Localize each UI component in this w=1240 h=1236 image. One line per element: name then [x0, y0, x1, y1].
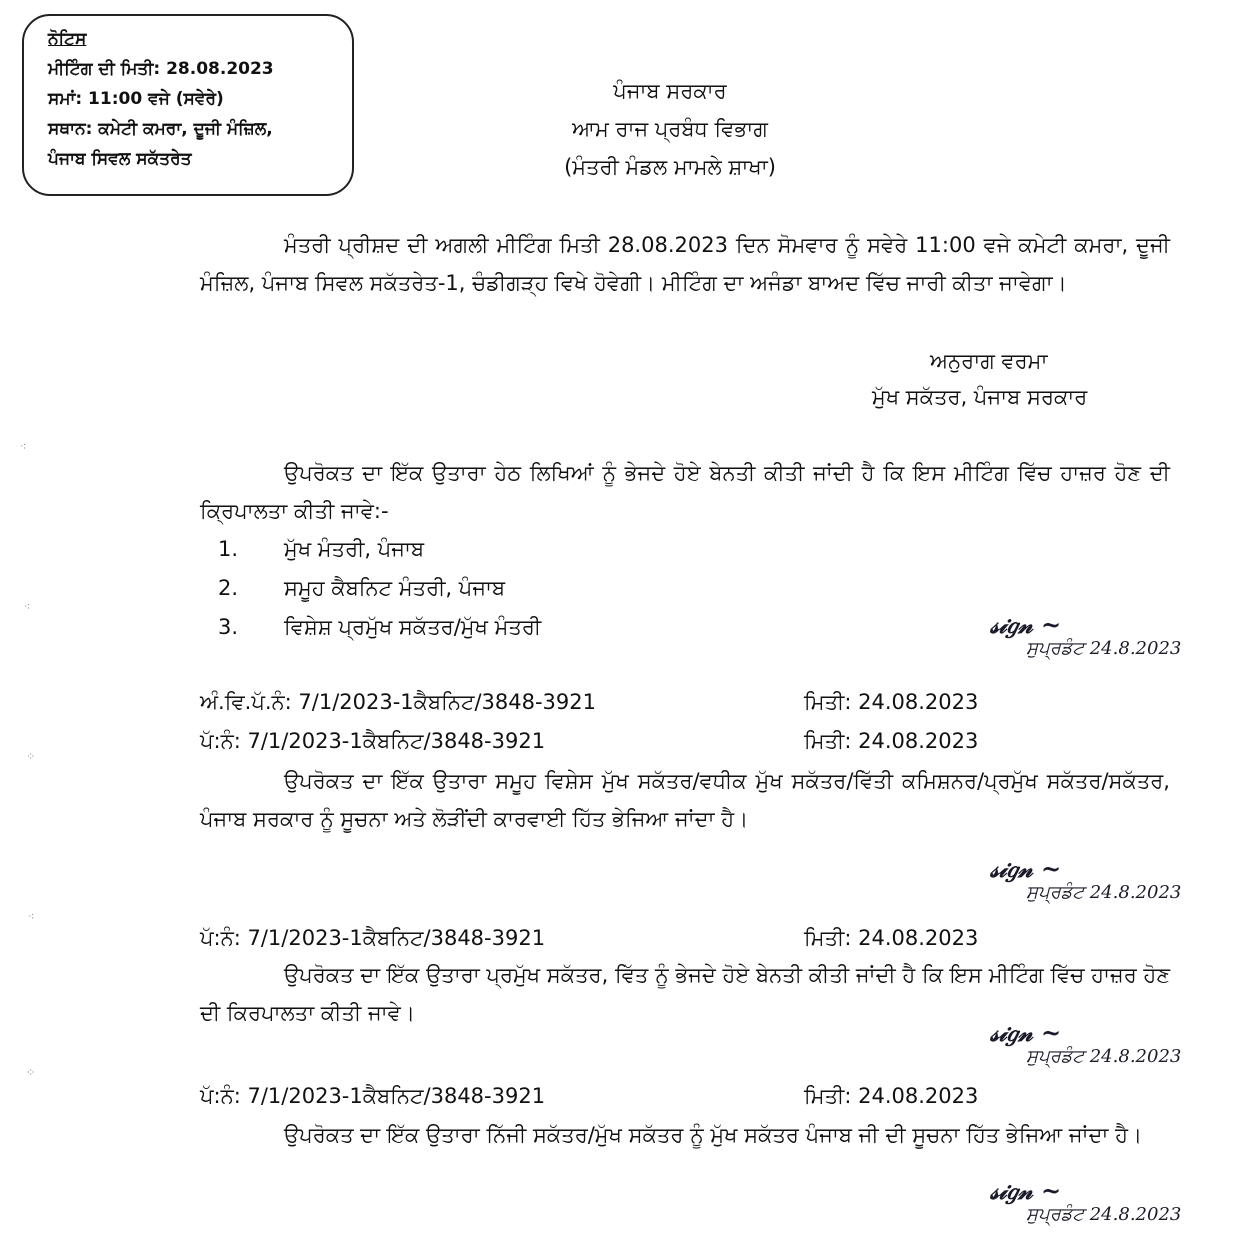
superintendent-signature [990, 856, 1230, 904]
signatory-name: ਅਨੁਰਾਗ ਵਰਮਾ [930, 349, 1048, 373]
request-paragraph [200, 454, 1170, 530]
superintendent-signature [990, 612, 1230, 660]
signature-scrawl: 𝓈𝒾𝑔𝓃 ~ [990, 1018, 1062, 1047]
copy-paragraph-text: ਉਪਰੋਕਤ ਦਾ ਇੱਕ ਉਤਾਰਾ ਨਿੱਜੀ ਸਕੱਤਰ/ਮੁੱਖ ਸਕੱਤਰ ਨੂੰ ਮੁੱਖ ਸਕੱਤਰ ਪੰਜਾਬ ਜੀ ਦੀ ਸੂਚਨਾ ਹਿੱਤ ਭੇਜਿਆ ਜਾਂਦਾ ਹੈ। [284, 1123, 1143, 1147]
scan-speck: ⁘ [26, 1066, 36, 1079]
signature-scrawl: 𝓈𝒾𝑔𝓃 ~ [990, 610, 1062, 639]
reference-date: ਮਿਤੀ: 24.08.2023 [804, 926, 979, 950]
header-branch: (ਮੰਤਰੀ ਮੰਡਲ ਮਾਮਲੇ ਸ਼ਾਖਾ) [564, 155, 776, 179]
scan-speck: ⁖ [24, 600, 31, 613]
list-item-number: 2. [218, 576, 239, 600]
notice-place-line2: ਪੰਜਾਬ ਸਿਵਲ ਸਕੱਤਰੇਤ [48, 149, 192, 169]
reference-date: ਮਿਤੀ: 24.08.2023 [804, 690, 979, 714]
copy-paragraph [200, 1116, 1170, 1154]
scan-speck: ⁖ [28, 910, 35, 923]
copy-paragraph-text: ਉਪਰੋਕਤ ਦਾ ਇੱਕ ਉਤਾਰਾ ਸਮੂਹ ਵਿਸ਼ੇਸ ਮੁੱਖ ਸਕੱਤਰ/ਵਧੀਕ ਮੁੱਖ ਸਕੱਤਰ/ਵਿੱਤੀ ਕਮਿਸ਼ਨਰ/ਪ੍ਰਮੁੱਖ ਸਕੱਤਰ/ਸਕੱਤਰ, ਪੰਜਾਬ ਸਰਕਾਰ ਨੂੰ ਸੂਚਨਾ ਅਤੇ ਲੋੜੀਂਦੀ ਕਾਰਵਾਈ ਹਿੱਤ ਭੇਜਿਆ ਜਾਂਦਾ ਹੈ। [200, 769, 1170, 831]
superintendent-signature [990, 1020, 1230, 1068]
intro-paragraph [200, 226, 1170, 302]
signature-scrawl: 𝓈𝒾𝑔𝓃 ~ [990, 854, 1062, 883]
list-item-number: 1. [218, 537, 239, 561]
signature-role: ਸੁਪ੍ਰਡੰਟ 24.8.2023 [1026, 1204, 1182, 1225]
list-item-text: ਸਮੂਹ ਕੈਬਨਿਟ ਮੰਤਰੀ, ਪੰਜਾਬ [284, 576, 506, 600]
list-item [218, 608, 541, 646]
reference-number: ਪੱ:ਨੰ: 7/1/2023-1ਕੈਬਨਿਟ/3848-3921 [200, 1084, 546, 1108]
document-header [460, 72, 880, 186]
signature-role: ਸੁਪ੍ਰਡੰਟ 24.8.2023 [1026, 882, 1182, 903]
list-item [218, 569, 505, 607]
list-item-text: ਵਿਸ਼ੇਸ਼ ਪ੍ਰਮੁੱਖ ਸਕੱਤਰ/ਮੁੱਖ ਮੰਤਰੀ [284, 615, 542, 639]
list-item [218, 530, 424, 568]
reference-number: ਪੱ:ਨੰ: 7/1/2023-1ਕੈਬਨਿਟ/3848-3921 [200, 926, 546, 950]
notice-meeting-date: ਮੀਟਿੰਗ ਦੀ ਮਿਤੀ: 28.08.2023 [48, 59, 274, 79]
signatory-title: ਮੁੱਖ ਸਕੱਤਰ, ਪੰਜਾਬ ਸਰਕਾਰ [872, 385, 1088, 409]
signature-scrawl: 𝓈𝒾𝑔𝓃 ~ [990, 1176, 1062, 1205]
notice-box [22, 14, 354, 196]
signature-role: ਸੁਪ੍ਰਡੰਟ 24.8.2023 [1026, 1046, 1182, 1067]
notice-title: ਨੋਟਿਸ [48, 29, 87, 49]
list-item-text: ਮੁੱਖ ਮੰਤਰੀ, ਪੰਜਾਬ [284, 537, 425, 561]
notice-place-line1: ਸਥਾਨ: ਕਮੇਟੀ ਕਮਰਾ, ਦੂਜੀ ਮੰਜ਼ਿਲ, [48, 119, 273, 139]
intro-text: ਮੰਤਰੀ ਪ੍ਰੀਸ਼ਦ ਦੀ ਅਗਲੀ ਮੀਟਿੰਗ ਮਿਤੀ 28.08.2023 ਦਿਨ ਸੋਮਵਾਰ ਨੂੰ ਸਵੇਰੇ 11:00 ਵਜੇ ਕਮੇਟੀ ਕਮਰਾ, ਦੂਜੀ ਮੰਜ਼ਿਲ, ਪੰਜਾਬ ਸਿਵਲ ਸਕੱਤਰੇਤ-1, ਚੰਡੀਗੜ੍ਹ ਵਿਖੇ ਹੋਵੇਗੀ। ਮੀਟਿੰਗ ਦਾ ਅਜੰਡਾ ਬਾਅਦ ਵਿੱਚ ਜਾਰੀ ਕੀਤਾ ਜਾਵੇਗਾ। [200, 233, 1170, 295]
copy-paragraph-text: ਉਪਰੋਕਤ ਦਾ ਇੱਕ ਉਤਾਰਾ ਪ੍ਰਮੁੱਖ ਸਕੱਤਰ, ਵਿੱਤ ਨੂੰ ਭੇਜਦੇ ਹੋਏ ਬੇਨਤੀ ਕੀਤੀ ਜਾਂਦੀ ਹੈ ਕਿ ਇਸ ਮੀਟਿੰਗ ਵਿੱਚ ਹਾਜ਼ਰ ਹੋਣ ਦੀ ਕਿਰਪਾਲਤਾ ਕੀਤੀ ਜਾਵੇ। [200, 963, 1170, 1025]
signature-role: ਸੁਪ੍ਰਡੰਟ 24.8.2023 [1026, 638, 1182, 659]
request-text: ਉਪਰੋਕਤ ਦਾ ਇੱਕ ਉਤਾਰਾ ਹੇਠ ਲਿਖਿਆਂ ਨੂੰ ਭੇਜਦੇ ਹੋਏ ਬੇਨਤੀ ਕੀਤੀ ਜਾਂਦੀ ਹੈ ਕਿ ਇਸ ਮੀਟਿੰਗ ਵਿੱਚ ਹਾਜ਼ਰ ਹੋਣ ਦੀ ਕ੍ਰਿਪਾਲਤਾ ਕੀਤੀ ਜਾਵੇ:- [200, 461, 1170, 523]
reference-number: ਅੰ.ਵਿ.ਪੱ.ਨੰ: 7/1/2023-1ਕੈਬਨਿਟ/3848-3921 [200, 690, 596, 714]
list-item-number: 3. [218, 615, 239, 639]
reference-date: ਮਿਤੀ: 24.08.2023 [804, 729, 979, 753]
reference-number: ਪੱ:ਨੰ: 7/1/2023-1ਕੈਬਨਿਟ/3848-3921 [200, 729, 546, 753]
scan-speck: ⁖ [20, 440, 27, 453]
scan-speck: ⁘ [26, 750, 36, 763]
copy-paragraph [200, 762, 1170, 838]
superintendent-signature [990, 1178, 1230, 1226]
header-department: ਆਮ ਰਾਜ ਪ੍ਰਬੰਧ ਵਿਭਾਗ [572, 117, 768, 141]
notice-time: ਸਮਾਂ: 11:00 ਵਜੇ (ਸਵੇਰੇ) [48, 89, 224, 109]
header-government: ਪੰਜਾਬ ਸਰਕਾਰ [613, 79, 727, 103]
reference-date: ਮਿਤੀ: 24.08.2023 [804, 1084, 979, 1108]
